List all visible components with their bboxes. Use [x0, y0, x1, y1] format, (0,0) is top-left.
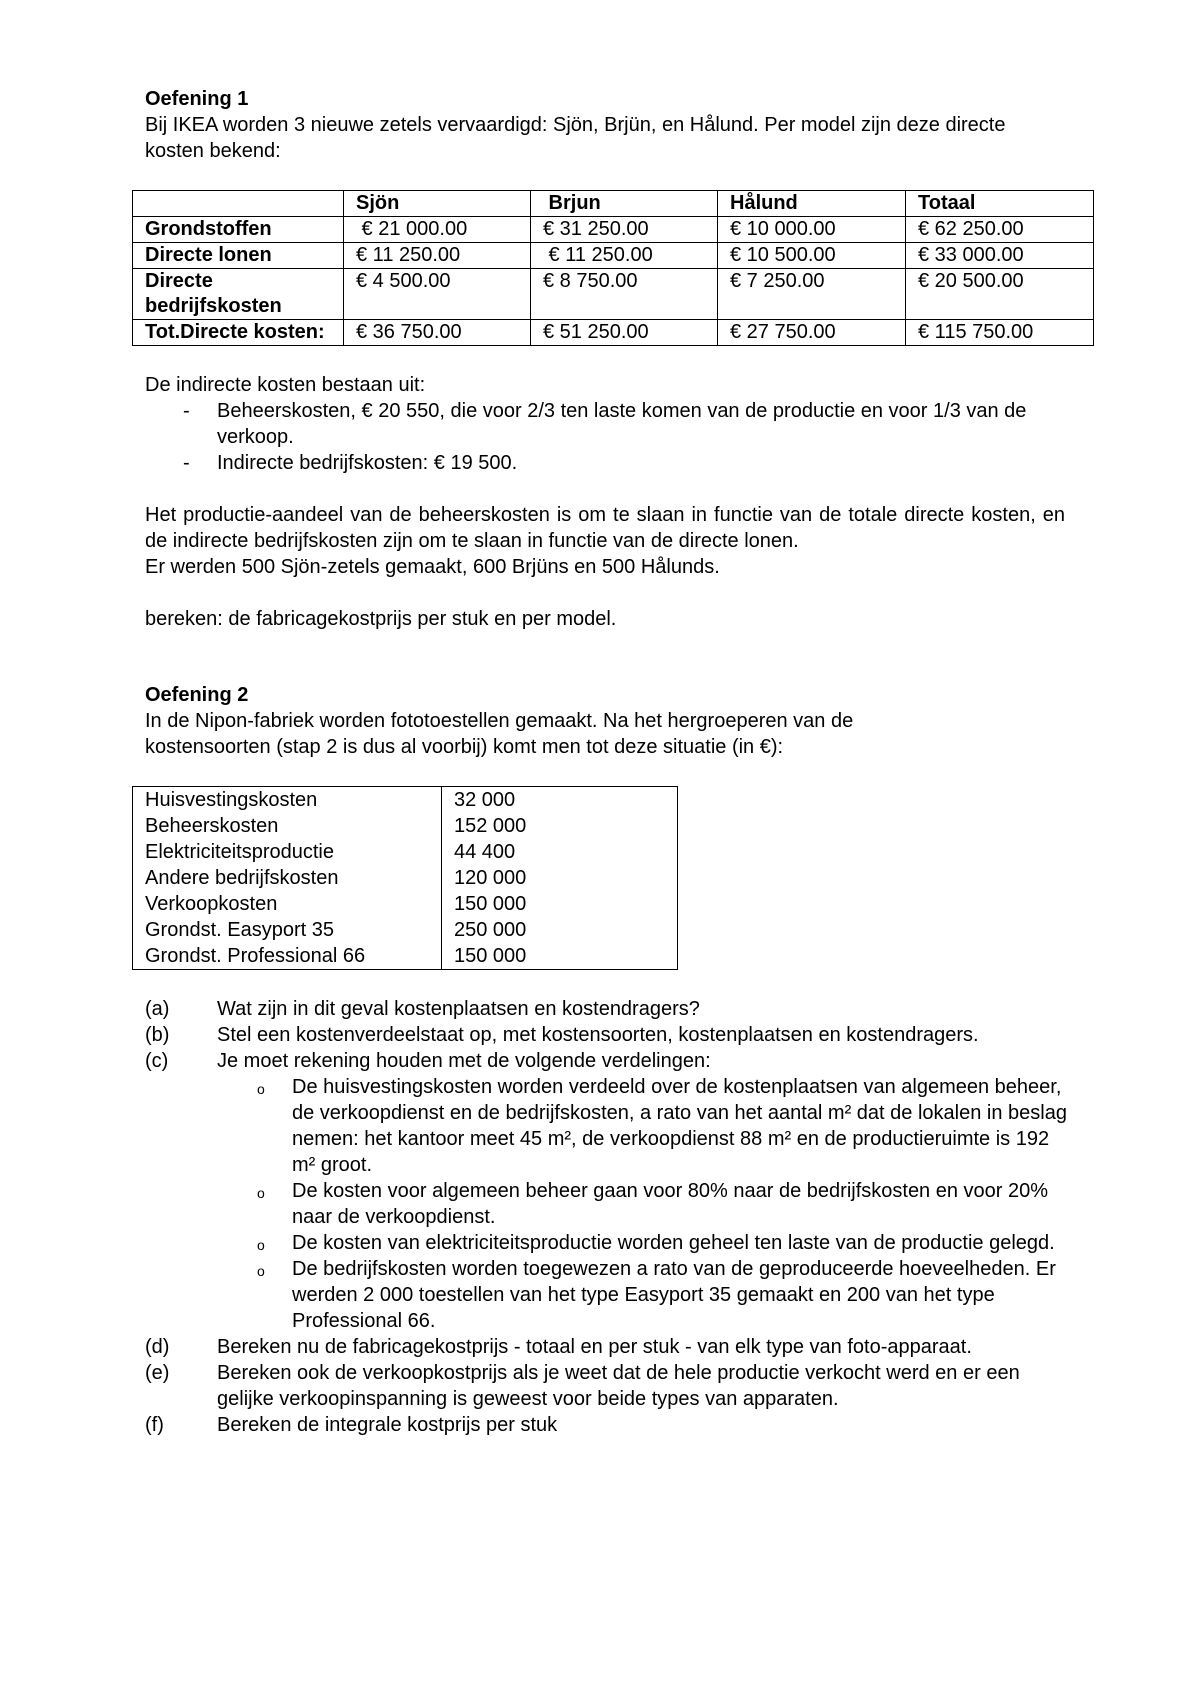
exercise-2-intro: In de Nipon-fabriek worden fototoestellen gemaakt. Na het hergroeperen van de kostensoorten (stap 2 is dus al voorbij) komt men tot deze situatie (in €):: [145, 710, 854, 758]
direct-costs-table: [132, 190, 1094, 346]
table-row: [133, 320, 1094, 346]
production-quantities: Er werden 500 Sjön-zetels gemaakt, 600 Brjüns en 500 Hålunds.: [145, 556, 720, 578]
list-item: o De bedrijfskosten worden toegewezen a rato van de geproduceerde hoeveelheden. Er werden 2 000 toestellen van het type Easyport 35 gemaakt en 200 van het type Professional 66.: [257, 1258, 1056, 1332]
question-label: (b): [145, 1024, 170, 1046]
table-cell: Beheerskosten: [133, 813, 442, 839]
table-cell: € 4 500.00: [344, 269, 531, 320]
table-row: [133, 217, 1094, 243]
list-item: o De kosten voor algemeen beheer gaan voor 80% naar de bedrijfskosten en voor 20% naar de verkoopdienst.: [257, 1180, 1049, 1228]
table-header-cell: [133, 191, 344, 217]
table-header-cell: Totaal: [906, 191, 1094, 217]
cost-types-table: [132, 786, 678, 970]
row-label: Grondstoffen: [133, 217, 344, 243]
table-cell: Andere bedrijfskosten: [133, 865, 442, 891]
table-cell: € 115 750.00: [906, 320, 1094, 346]
list-item: - Indirecte bedrijfskosten: € 19 500.: [183, 452, 518, 474]
question-label: (a): [145, 998, 170, 1020]
table-cell: 150 000: [442, 943, 678, 970]
table-cell: Elektriciteitsproductie: [133, 839, 442, 865]
table-cell: € 11 250.00: [531, 243, 718, 269]
indirect-costs-list: [145, 398, 1065, 476]
table-cell: € 20 500.00: [906, 269, 1094, 320]
table-cell: 32 000: [442, 787, 678, 814]
table-cell: 120 000: [442, 865, 678, 891]
table-row: [133, 891, 678, 917]
document-page: [145, 86, 1065, 1438]
question-label: (c): [145, 1050, 169, 1072]
exercise-1-title: Oefening 1: [145, 88, 249, 110]
question-label: (f): [145, 1414, 164, 1436]
table-cell: 150 000: [442, 891, 678, 917]
table-cell: € 10 500.00: [718, 243, 906, 269]
table-cell: € 11 250.00: [344, 243, 531, 269]
table-cell: € 62 250.00: [906, 217, 1094, 243]
table-cell: € 51 250.00: [531, 320, 718, 346]
circle-bullet-icon: o: [257, 1237, 265, 1253]
table-cell: € 33 000.00: [906, 243, 1094, 269]
question-label: (e): [145, 1362, 170, 1384]
table-row: [133, 787, 678, 814]
table-header-cell: Brjun: [531, 191, 718, 217]
table-row: [133, 813, 678, 839]
list-item: - Beheerskosten, € 20 550, die voor 2/3 ten laste komen van de productie en voor 1/3 van de verkoop.: [183, 400, 1027, 448]
row-label: Tot.Directe kosten:: [133, 320, 344, 346]
circle-bullet-icon: o: [257, 1263, 265, 1279]
circle-bullet-icon: o: [257, 1185, 265, 1201]
table-header-cell: Sjön: [344, 191, 531, 217]
table-cell: Verkoopkosten: [133, 891, 442, 917]
table-cell: 152 000: [442, 813, 678, 839]
table-cell: € 7 250.00: [718, 269, 906, 320]
table-header-row: [133, 191, 1094, 217]
circle-bullet-icon: o: [257, 1081, 265, 1097]
table-row: [133, 839, 678, 865]
questions-list: [145, 996, 1065, 1438]
table-cell: € 8 750.00: [531, 269, 718, 320]
list-item: (a) Wat zijn in dit geval kostenplaatsen en kostendragers?: [145, 998, 700, 1020]
table-row: [133, 243, 1094, 269]
table-cell: 250 000: [442, 917, 678, 943]
list-item: o De huisvestingskosten worden verdeeld over de kostenplaatsen van algemeen beheer, de verkoopdienst en de bedrijfskosten, a rato van het aantal m² dat de lokalen in beslag nemen: het kantoor meet 45 m², de verkoopdienst 88 m² en de productieruimte is 192 m² groot.: [257, 1076, 1067, 1176]
question-label: (d): [145, 1336, 170, 1358]
table-row: [133, 917, 678, 943]
row-label: Directe bedrijfskosten: [133, 269, 344, 320]
exercise-1-task: bereken: de fabricagekostprijs per stuk en per model.: [145, 608, 617, 630]
table-cell: € 31 250.00: [531, 217, 718, 243]
table-row: [133, 865, 678, 891]
table-cell: € 10 000.00: [718, 217, 906, 243]
list-item: (c) Je moet rekening houden met de volgende verdelingen:: [145, 1050, 711, 1072]
table-cell: € 21 000.00: [344, 217, 531, 243]
dash-marker: -: [183, 452, 190, 474]
list-item: (b) Stel een kostenverdeelstaat op, met kostensoorten, kostenplaatsen en kostendragers.: [145, 1024, 979, 1046]
indirect-costs-intro: De indirecte kosten bestaan uit:: [145, 374, 426, 396]
table-cell: € 27 750.00: [718, 320, 906, 346]
allocation-paragraph: Het productie-aandeel van de beheerskosten is om te slaan in functie van de totale directe kosten, en de indirecte bedrijfskosten zijn om te slaan in functie van de directe lonen.: [145, 504, 1065, 552]
list-item: (d) Bereken nu de fabricagekostprijs - totaal en per stuk - van elk type van foto-apparaat.: [145, 1336, 972, 1358]
list-item: o De kosten van elektriciteitsproductie worden geheel ten laste van de productie gelegd.: [145, 1230, 1068, 1256]
dash-marker: -: [183, 400, 190, 422]
exercise-1-intro-cont: kosten bekend:: [145, 140, 281, 162]
table-cell: Huisvestingskosten: [133, 787, 442, 814]
table-cell: Grondst. Professional 66: [133, 943, 442, 970]
row-label: Directe lonen: [133, 243, 344, 269]
table-row: [133, 943, 678, 970]
exercise-2-title: Oefening 2: [145, 684, 249, 706]
table-header-cell: Hålund: [718, 191, 906, 217]
list-item: (e) Bereken ook de verkoopkostprijs als je weet dat de hele productie verkocht werd en er een gelijke verkoopinspanning is geweest voor beide types van apparaten.: [145, 1362, 1020, 1410]
table-cell: € 36 750.00: [344, 320, 531, 346]
table-row: [133, 269, 1094, 320]
exercise-1-intro: Bij IKEA worden 3 nieuwe zetels vervaardigd: Sjön, Brjün, en Hålund. Per model zijn deze directe: [145, 114, 1006, 136]
table-cell: 44 400: [442, 839, 678, 865]
table-cell: Grondst. Easyport 35: [133, 917, 442, 943]
list-item: (f) Bereken de integrale kostprijs per stuk: [145, 1414, 558, 1436]
